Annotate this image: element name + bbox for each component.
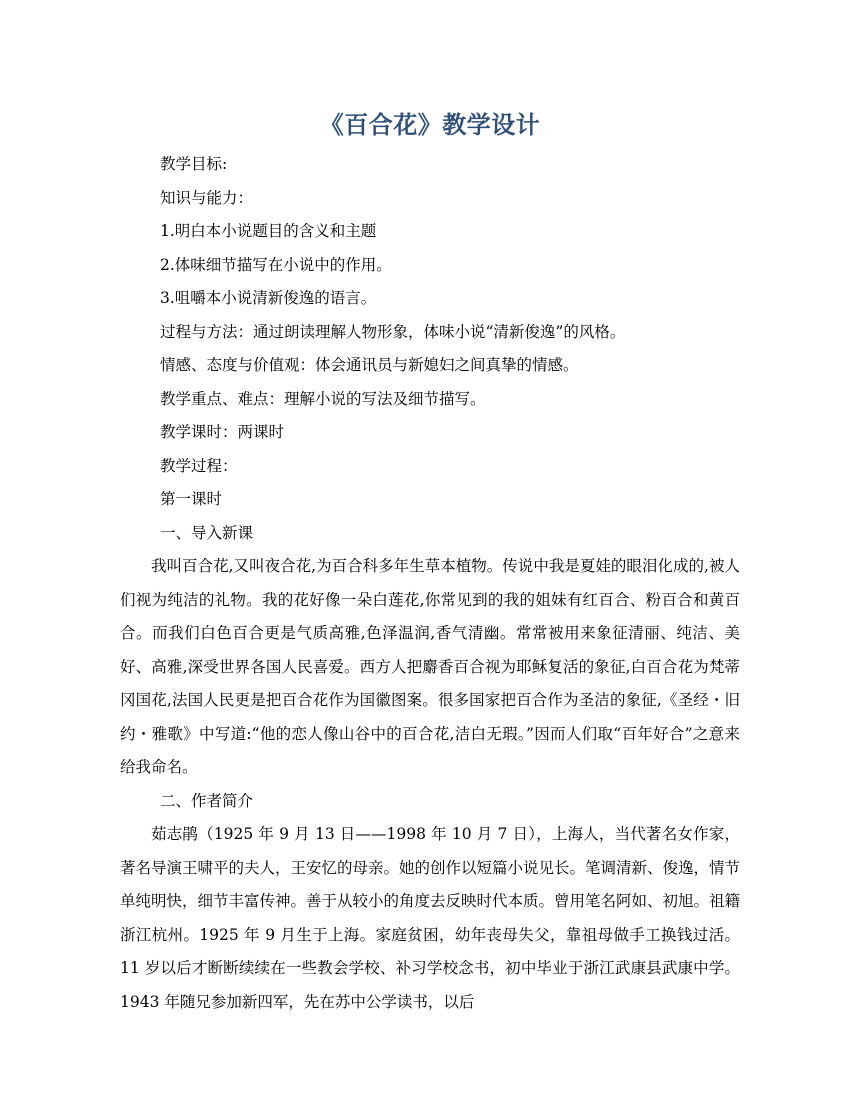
key-points-line: 教学重点、难点：理解小说的写法及细节描写。 <box>160 389 486 408</box>
document-title: 《百合花》教学设计 <box>319 110 541 139</box>
objective-item-2: 2.体味细节描写在小说中的作用。 <box>160 255 392 274</box>
objective-item-1: 1.明白本小说题目的含义和主题 <box>160 222 377 240</box>
process-method-line: 过程与方法：通过朗读理解人物形象，体味小说“清新俊逸”的风格。 <box>160 322 626 341</box>
teaching-objectives-heading: 教学目标: <box>160 155 228 173</box>
section-heading-author: 二、作者简介 <box>160 791 254 810</box>
knowledge-ability-heading: 知识与能力： <box>160 188 254 207</box>
document-body <box>120 148 740 1019</box>
author-paragraph: 茹志鹃（1925 年 9 月 13 日——1998 年 10 月 7 日），上海人，当代著名女作家，著名导演王啸平的夫人，王安忆的母亲。她的创作以短篇小说见长。笔调清新、俊逸，情节单纯明快，细节丰富传神。善于从较小的角度去反映时代本质。曾用笔名阿如、初旭。祖籍浙江杭州。1925 年 9 月生于上海。家庭贫困，幼年丧母失父，靠祖母做手工换钱过活。11 岁以后才断断续续在一些教会学校、补习学校念书，初中毕业于浙江武康县武康中学。1943 年随兄参加新四军，先在苏中公学读书，以后 <box>120 825 741 1011</box>
class-hours-line: 教学课时：两课时 <box>160 423 285 441</box>
first-lesson-heading: 第一课时 <box>160 490 223 508</box>
teaching-process-heading: 教学过程： <box>160 456 238 475</box>
section-heading-intro: 一、导入新课 <box>160 523 254 542</box>
objective-item-3: 3.咀嚼本小说清新俊逸的语言。 <box>160 289 377 307</box>
emotion-values-line: 情感、态度与价值观：体会通讯员与新媳妇之间真挚的情感。 <box>160 356 579 374</box>
intro-paragraph: 我叫百合花,又叫夜合花,为百合科多年生草本植物。传说中我是夏娃的眼泪化成的,被人们视为纯洁的礼物。我的花好像一朵白莲花,你常见到的我的姐妹有红百合、粉百合和黄百合。而我们白色百合更是气质高雅,色泽温润,香气清幽。常常被用来象征清丽、纯洁、美好、高雅,深受世界各国人民喜爱。西方人把麝香百合视为耶稣复活的象征,白百合花为梵蒂冈国花,法国人民更是把百合花作为国徽图案。很多国家把百合作为圣洁的象征,《圣经・旧约・雅歌》中写道:“他的恋人像山谷中的百合花,洁白无瑕。”因而人们取“百年好合”之意来给我命名。 <box>120 557 740 776</box>
